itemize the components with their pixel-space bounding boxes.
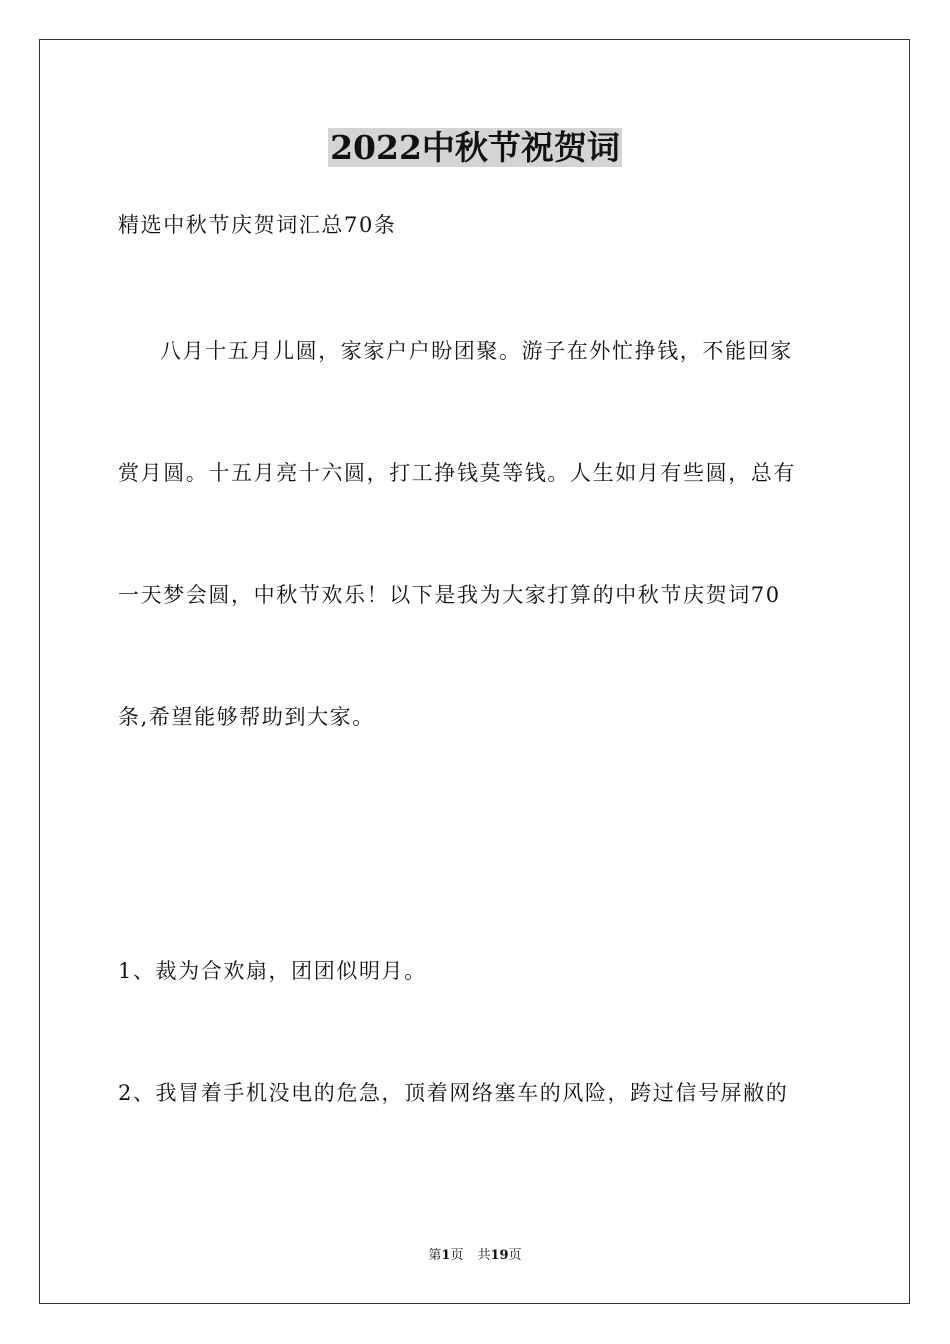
- footer-total-prefix: 共: [477, 1248, 491, 1263]
- list-item-2: 2、我冒着手机没电的危急，顶着网络塞车的风险，跨过信号屏敝的: [118, 1081, 789, 1105]
- intro-line-2: 赏月圆。十五月亮十六圆，打工挣钱莫等钱。人生如月有些圆，总有: [118, 461, 796, 485]
- footer-prefix: 第: [428, 1248, 442, 1263]
- document-title-text: 2022中秋节祝贺词: [330, 128, 620, 167]
- footer-page-suffix: 页: [450, 1248, 464, 1263]
- footer-page-number: 1: [441, 1248, 451, 1263]
- footer-total-pages: 19: [490, 1248, 509, 1263]
- list-item-1: 1、裁为合欢扇，团团似明月。: [118, 959, 427, 983]
- intro-line-1: 八月十五月儿圆，家家户户盼团聚。游子在外忙挣钱，不能回家: [160, 339, 793, 363]
- intro-line-4: 条,希望能够帮助到大家。: [118, 705, 375, 729]
- document-subtitle: 精选中秋节庆贺词汇总70条: [118, 213, 397, 237]
- intro-line-3: 一天梦会圆，中秋节欢乐！以下是我为大家打算的中秋节庆贺词70: [118, 583, 781, 607]
- page-footer: [0, 1247, 950, 1265]
- footer-total-suffix: 页: [508, 1248, 522, 1263]
- document-title: [0, 126, 950, 170]
